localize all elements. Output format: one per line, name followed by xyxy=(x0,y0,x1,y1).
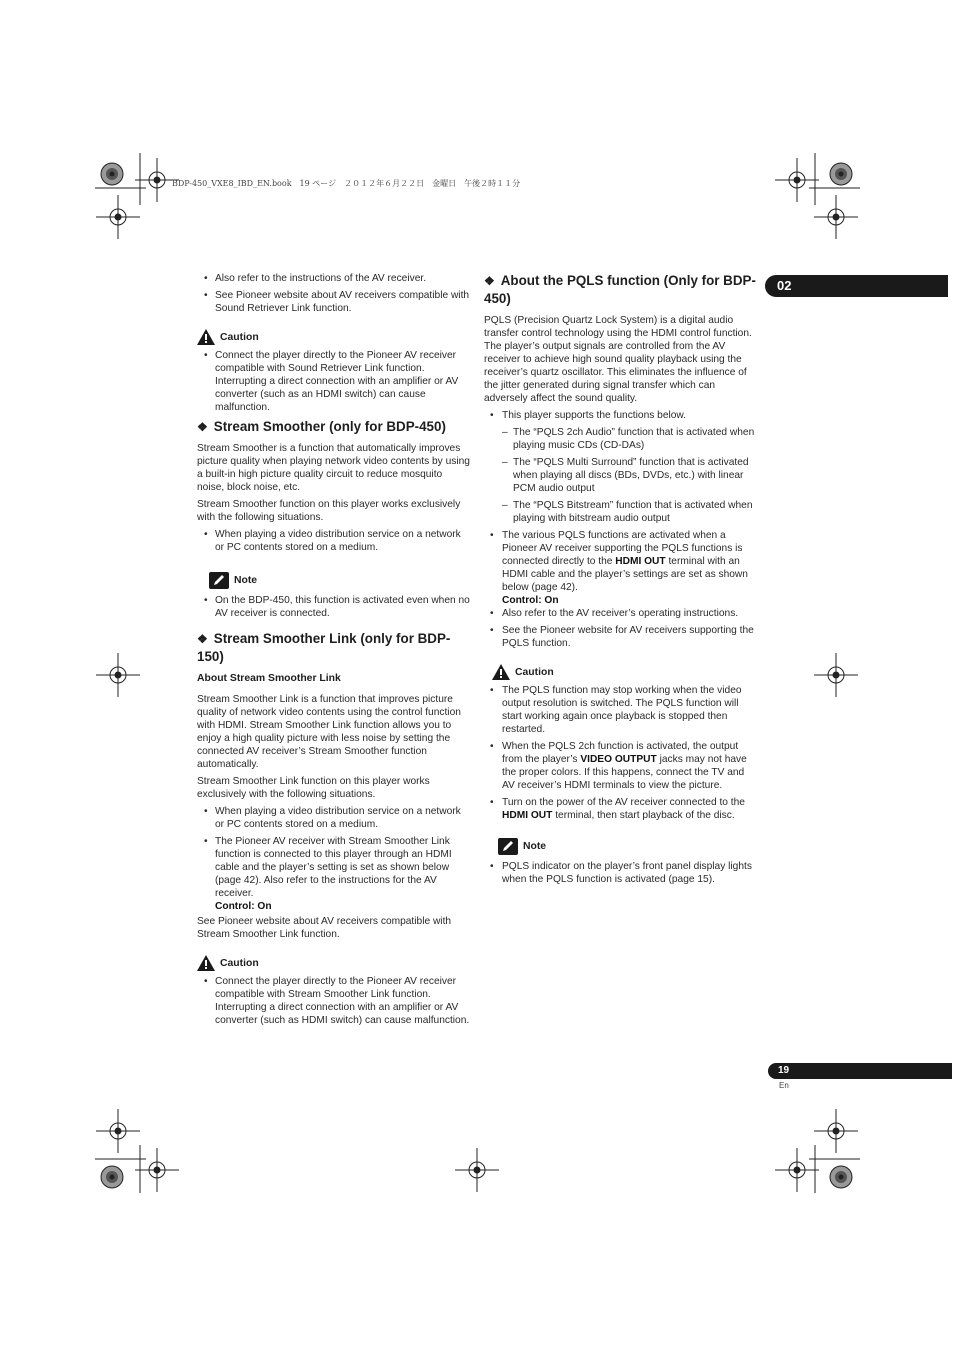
list-item: • The PQLS function may stop working when the video output resolution is switched. The PQLS function will start working again once playback is stopped then restarted. xyxy=(484,684,758,736)
caution-list xyxy=(197,349,471,414)
note-heading xyxy=(209,572,471,589)
list-item: • Turn on the power of the AV receiver connected to the HDMI OUT terminal, then start playback of the disc. xyxy=(484,796,758,822)
list-item: • See the Pioneer website for AV receivers supporting the PQLS function. xyxy=(484,624,758,650)
pencil-note-icon xyxy=(209,572,229,589)
caution-heading xyxy=(197,329,471,345)
list-item: • Also refer to the instructions of the AV receiver. xyxy=(197,272,471,285)
list-item: • The Pioneer AV receiver with Stream Smoother Link function is connected to this player through an HDMI cable and the player’s setting is set as shown below (page 42). Also refer to the instructions for the AV receiver. Control: On xyxy=(197,835,471,913)
section-heading-stream-smoother: ❖ Stream Smoother (only for BDP-450) xyxy=(197,419,446,434)
chapter-tab: 02 xyxy=(765,275,948,297)
caution-list xyxy=(484,684,758,822)
list-item: • Connect the player directly to the Pioneer AV receiver compatible with Sound Retriever Link function. Interrupting a direct connection with an amplifier or AV converter (such as an HDMI switch) can cause malfunction. xyxy=(197,349,471,414)
bullet-list xyxy=(197,528,471,554)
paragraph: See Pioneer website about AV receivers compatible with Stream Smoother Link function. xyxy=(197,916,452,940)
pencil-note-icon xyxy=(498,838,518,855)
caution-list xyxy=(197,975,471,1027)
note-list xyxy=(484,860,758,886)
print-header: BDP-450_VXE8_IBD_EN.book 19 ページ ２０１２年６月２２日 金曜日 午後２時１１分 xyxy=(172,179,521,188)
list-item: • When the PQLS 2ch function is activated, the output from the player’s VIDEO OUTPUT jacks may not have the proper colors. If this happens, connect the TV and AV receiver’s HDMI terminals to view the picture. xyxy=(484,740,758,792)
caution-heading xyxy=(492,664,758,680)
bullet-list xyxy=(484,409,758,422)
left-column xyxy=(197,272,471,1031)
intro-list xyxy=(197,272,471,315)
paragraph: PQLS (Precision Quartz Lock System) is a digital audio transfer control technology using the HDMI control function. The player’s output signals are controlled from the AV receiver to achieve high sound quality playback using the receiver’s quartz oscillator. This eliminates the influence of the jitter generated during signal transfer which can adversely affect the sound quality. xyxy=(484,315,752,404)
list-item: • On the BDP-450, this function is activated even when no AV receiver is connected. xyxy=(197,594,471,620)
paragraph: Stream Smoother Link is a function that improves picture quality of network video contents using the control function with HDMI. Stream Smoother Link function allows you to enjoy a high quality picture with less noise by setting the connected AV receiver’s Stream Smoother function automatically. xyxy=(197,694,461,770)
control-setting: Control: On xyxy=(502,595,559,606)
list-item: • PQLS indicator on the player’s front panel display lights when the PQLS function is activated (page 15). xyxy=(484,860,758,886)
list-item: • When playing a video distribution service on a network or PC contents stored on a medium. xyxy=(197,805,471,831)
diamond-icon: ❖ xyxy=(484,274,495,288)
caution-label: Caution xyxy=(515,666,554,678)
page-number: 19 xyxy=(768,1063,952,1079)
list-item: – The “PQLS Multi Surround” function that is activated when playing all discs (BDs, DVDs, etc.) with linear PCM audio output xyxy=(484,456,758,495)
subheading: About Stream Smoother Link xyxy=(197,673,341,684)
paragraph: Stream Smoother Link function on this player works exclusively with the following situations. xyxy=(197,776,430,800)
language-label: En xyxy=(779,1081,789,1090)
right-column xyxy=(484,272,758,890)
warning-icon xyxy=(197,329,215,345)
list-item: • See Pioneer website about AV receivers compatible with Sound Retriever Link function. xyxy=(197,289,471,315)
warning-icon xyxy=(197,955,215,971)
caution-label: Caution xyxy=(220,331,259,343)
diamond-icon: ❖ xyxy=(197,420,208,434)
list-item: • When playing a video distribution service on a network or PC contents stored on a medium. xyxy=(197,528,471,554)
dash-list xyxy=(484,426,758,525)
bullet-list xyxy=(197,805,471,913)
list-item: • Also refer to the AV receiver’s operating instructions. xyxy=(484,607,758,620)
list-item: – The “PQLS 2ch Audio” function that is activated when playing music CDs (CD-DAs) xyxy=(484,426,758,452)
caution-label: Caution xyxy=(220,957,259,969)
warning-icon xyxy=(492,664,510,680)
note-heading xyxy=(498,838,758,855)
list-item: • This player supports the functions below. xyxy=(484,409,758,422)
control-setting: Control: On xyxy=(215,901,272,912)
note-label: Note xyxy=(523,841,547,852)
section-heading-pqls: ❖ About the PQLS function (Only for BDP-450) xyxy=(484,273,756,306)
paragraph: Stream Smoother function on this player works exclusively with the following situations. xyxy=(197,499,461,523)
note-list xyxy=(197,594,471,620)
section-heading-stream-smoother-link: ❖ Stream Smoother Link (only for BDP-150) xyxy=(197,631,451,664)
list-item: • The various PQLS functions are activated when a Pioneer AV receiver supporting the PQLS functions is connected directly to the HDMI OUT terminal with an HDMI cable and the player’s settings are set as shown below (page 42). Control: On xyxy=(484,529,758,607)
paragraph: Stream Smoother is a function that automatically improves picture quality when playing network video contents by using a built-in high picture quality circuit to reduce mosquito noise, block noise, etc. xyxy=(197,443,470,493)
bullet-list xyxy=(484,529,758,650)
caution-heading xyxy=(197,955,471,971)
list-item: • Connect the player directly to the Pioneer AV receiver compatible with Stream Smoother Link function. Interrupting a direct connection with an amplifier or AV converter (such as HDMI switch) can cause malfunction. xyxy=(197,975,471,1027)
diamond-icon: ❖ xyxy=(197,632,208,646)
list-item: – The “PQLS Bitstream” function that is activated when playing with bitstream audio output xyxy=(484,499,758,525)
note-label: Note xyxy=(234,575,258,586)
